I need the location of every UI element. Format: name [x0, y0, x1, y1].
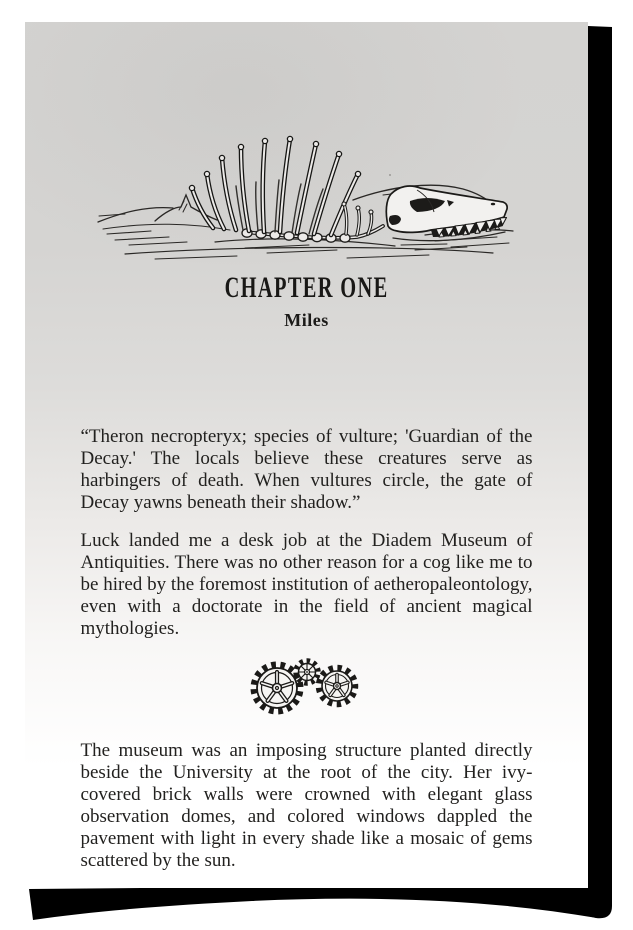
- chapter-title-text: CHAPTER ONE: [224, 271, 389, 304]
- skeleton-illustration: [95, 134, 519, 264]
- section-divider: [81, 656, 533, 720]
- body-paragraph-1: “Theron necropteryx; species of vulture; 'Guardian of the Decay.' The locals believe these creatures serve as harbingers of death. When vultures circle, the gate of Decay yawns beneath their shadow.”: [80, 426, 533, 513]
- body-paragraph-3: The museum was an imposing structure planted directly beside the University at the root of the city. Her ivy-covered brick walls were crowned with elegant glass observation domes, and colored windows dappled the pavement with light in every shade like a mosaic of gems scattered by the sun.: [80, 740, 533, 871]
- chapter-subtitle: Miles: [284, 310, 329, 330]
- chapter-title: [25, 273, 588, 303]
- body-paragraph-2: Luck landed me a desk job at the Diadem Museum of Antiquities. There was no other reason for a cog like me to be hired by the foremost institution of aetheropaleontology, even with a doctorate in the field of ancient magical mythologies.: [80, 530, 533, 639]
- text-column: [81, 426, 533, 872]
- book-page: [25, 22, 588, 888]
- gears-icon: [248, 656, 366, 720]
